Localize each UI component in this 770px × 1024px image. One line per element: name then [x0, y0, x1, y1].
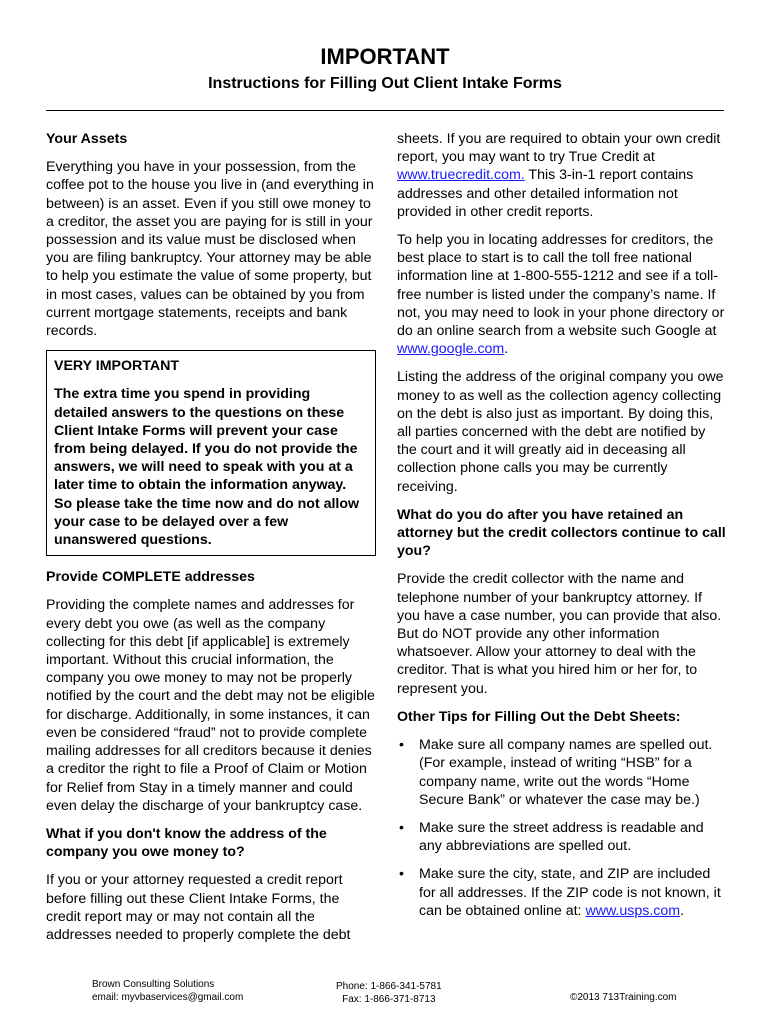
tip-text [419, 866, 721, 918]
tips-list [397, 736, 727, 920]
assets-paragraph: Everything you have in your possession, from the coffee pot to the house you live in (and everything in between) is an asset. Even if you still owe money to a creditor, the asset you are paying for is still in your possession and its value must be disclosed when you are filing bankruptcy. Your attorney may be able to help you estimate the value of some property, but in most cases, values can be obtained by you from current mortgage statements, receipts and bank records. [46, 159, 374, 340]
bullet-icon: • [399, 819, 404, 836]
locating-text-a: To help you in locating addresses for creditors, the best place to start is to call the toll free national information line at 1-800-555-1212 and see if a toll-free number is listed under the company’s name. If not, you may need to look in your phone directory or do an online search from a website such Google at [397, 232, 725, 340]
bullet-icon: • [399, 866, 404, 883]
tip-text: Make sure the street address is readable and any abbreviations are spelled out. [419, 819, 704, 855]
bullet-icon: • [399, 737, 404, 754]
unknown-address-paragraph: If you or your attorney requested a credit report before filling out these Client Intake Forms, the credit report may or may not contain all the addresses needed to properly complete the debt [46, 872, 351, 943]
page-subtitle: Instructions for Filling Out Client Intake Forms [208, 75, 562, 92]
google-link[interactable]: www.google.com [397, 341, 505, 358]
truecredit-link[interactable]: www.truecredit.com. [397, 167, 525, 184]
unknown-address-heading: What if you don't know the address of the company you owe money to? [46, 825, 327, 861]
tip-text: Make sure all company names are spelled out. (For example, instead of writing “HSB” for a company name, write out the words “Home Secure Bank” or whatever the case may be.) [419, 737, 713, 808]
tip-item [397, 819, 727, 855]
right-column [397, 130, 727, 930]
credit-report-paragraph [397, 130, 727, 221]
usps-link[interactable]: www.usps.com [585, 902, 681, 919]
assets-heading: Your Assets [46, 131, 128, 147]
footer-fax: Fax: 1-866-371-8713 [342, 994, 436, 1005]
very-important-heading: VERY IMPORTANT [54, 358, 180, 375]
very-important-box [46, 350, 376, 556]
listing-paragraph: Listing the address of the original company you owe money to as well as the collection agency collecting on the debt is also just as important. By doing this, all parties concerned with the debt are notified by the court and it will greatly aid in deceasing all collection phone calls you may be currently receiving. [397, 369, 724, 495]
credit-report-text-a: sheets. If you are required to obtain your own credit report, you may want to try True Credit at [397, 131, 721, 166]
footer-company: Brown Consulting Solutions [92, 979, 215, 990]
very-important-text: The extra time you spend in providing detailed answers to the questions on these Client Intake Forms will prevent your case from being delayed. If you do not provide the answers, we will need to speak with you at a later time to obtain the information anyway. So please take the time now and do not allow your case to be delayed over a few unanswered questions. [54, 386, 360, 549]
addresses-paragraph: Providing the complete names and addresses for every debt you owe (as well as the company collecting for this debt [if applicable] is extremely important. Without this crucial information, the company you owe money to may not be properly notified by the court and the debt may not be eligible for discharge. Additionally, in some instances, it can even be considered “fraud” not to provide complete mailing addresses for all creditors because it denies a creditor the right to file a Proof of Claim or Motion for Relief from Stay in a timely manner and could even delay the discharge of your bankruptcy case. [46, 597, 375, 814]
tip-item [397, 865, 727, 920]
page-title: IMPORTANT [320, 44, 450, 69]
locating-text-b: . [504, 341, 509, 358]
collectors-heading: What do you do after you have retained an attorney but the credit collectors continue to call you? [397, 506, 726, 560]
title-divider [46, 110, 724, 111]
tip-text-a: Make sure the city, state, and ZIP are included for all addresses. If the ZIP code is not known, it can be obtained online at: [419, 866, 721, 919]
credit-report-text-b: This 3-in-1 report contains addresses and other detailed information not provided in other credit reports. [397, 167, 694, 220]
addresses-heading: Provide COMPLETE addresses [46, 569, 255, 586]
footer-company-block [92, 978, 243, 1004]
collectors-paragraph: Provide the credit collector with the name and telephone number of your bankruptcy attorney. If you have a case number, you can provide that also. But do NOT provide any other information whatsoever. Allow your attorney to deal with the creditor. That is what you hired him or her for, to represent you. [397, 571, 722, 697]
footer-copyright: ©2013 713Training.com [570, 992, 677, 1003]
footer-email: email: myvbaservices@gmail.com [92, 992, 244, 1003]
tips-heading: Other Tips for Filling Out the Debt Sheets: [397, 708, 681, 725]
tip-item [397, 736, 727, 809]
locating-addresses-paragraph [397, 231, 727, 358]
footer-phone: Phone: 1-866-341-5781 [336, 981, 442, 992]
left-column [46, 130, 376, 954]
footer-contact-block [336, 980, 442, 1006]
tip-text-b: . [680, 902, 685, 919]
